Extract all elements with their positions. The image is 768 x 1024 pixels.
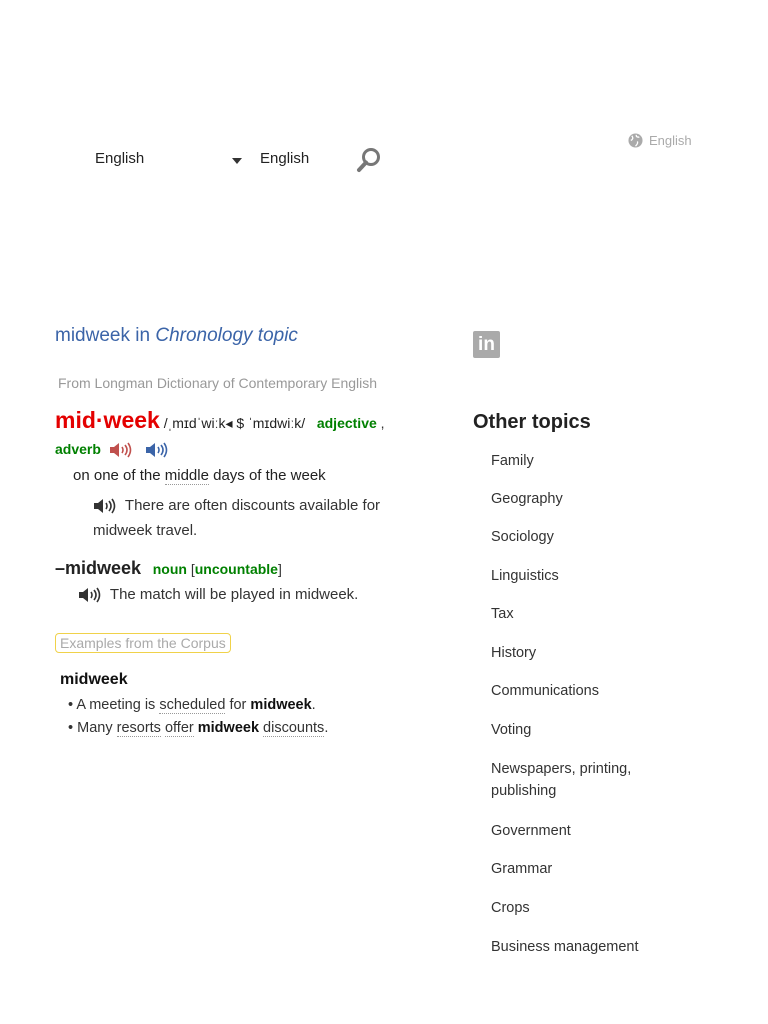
headword: mid·week xyxy=(55,407,160,433)
example-text: There are often discounts available for midweek travel. xyxy=(93,497,381,539)
runon-pos: noun xyxy=(152,561,187,577)
example-link[interactable]: offer xyxy=(164,720,194,736)
headword-line xyxy=(55,407,415,462)
example-part: . xyxy=(311,697,316,713)
gram-open: [ xyxy=(186,561,195,577)
dictionary-source: From Longman Dictionary of Contemporary English xyxy=(58,375,378,391)
runon-example xyxy=(78,586,358,603)
example-part: Many xyxy=(77,720,117,736)
example-keyword: midweek xyxy=(250,697,312,713)
pos-adjective: adjective xyxy=(316,415,377,431)
corpus-headword: midweek xyxy=(60,671,128,688)
linkedin-icon[interactable]: in xyxy=(473,331,500,358)
british-pronunciation-speaker-icon[interactable] xyxy=(109,442,133,458)
topic-link[interactable]: Geography xyxy=(491,491,563,507)
example-link[interactable]: scheduled xyxy=(159,697,226,713)
globe-icon xyxy=(628,133,643,148)
site-language-switch[interactable] xyxy=(628,133,692,148)
example-sentence xyxy=(93,493,403,543)
topic-link[interactable]: Family xyxy=(491,453,534,469)
sense-definition xyxy=(73,467,326,484)
runon-example-text: The match will be played in midweek. xyxy=(109,586,359,603)
example-link[interactable]: resorts xyxy=(116,720,161,736)
runon-word: midweek xyxy=(65,558,142,578)
corpus-examples-button[interactable]: Examples from the Corpus xyxy=(55,633,231,653)
pos-adverb: adverb xyxy=(55,441,101,457)
pronunciation: /ˌmɪdˈwiːk◂ $ ˈmɪdwiːk/ xyxy=(159,415,310,431)
corpus-example xyxy=(68,697,316,713)
runon-grammar: uncountable xyxy=(194,561,278,577)
topic-link[interactable]: Linguistics xyxy=(491,568,559,584)
example-speaker-icon[interactable] xyxy=(93,498,117,514)
topic-link[interactable]: Communications xyxy=(491,683,599,699)
gram-close: ] xyxy=(277,561,282,577)
target-language-select[interactable]: English xyxy=(260,150,310,167)
runon-example-speaker-icon[interactable] xyxy=(78,587,102,603)
runon-entry xyxy=(55,558,282,579)
definition-pre: on one of the xyxy=(73,467,165,484)
corpus-example xyxy=(68,720,328,736)
example-keyword: midweek xyxy=(197,720,260,736)
topic-link[interactable]: Voting xyxy=(491,722,532,738)
bullet: • xyxy=(68,720,78,736)
topic-link[interactable]: Sociology xyxy=(491,529,554,545)
title-in: in xyxy=(129,325,156,346)
topic-link[interactable]: Tax xyxy=(491,606,514,622)
search-icon xyxy=(355,146,383,174)
topic-link[interactable]: Chronology topic xyxy=(155,325,298,346)
definition-link[interactable]: middle xyxy=(164,467,209,484)
entry-topic-title xyxy=(55,325,298,347)
example-part: for xyxy=(225,697,251,713)
topic-link[interactable]: Grammar xyxy=(491,861,553,877)
example-link[interactable]: discounts xyxy=(263,720,325,736)
topic-link[interactable]: Government xyxy=(491,823,571,839)
topic-link[interactable]: Business management xyxy=(491,939,639,955)
definition-post: days of the week xyxy=(208,467,326,484)
runon-dash: – xyxy=(55,558,66,578)
pos-separator: , xyxy=(376,415,385,431)
source-language-select[interactable]: English xyxy=(95,150,145,167)
topic-link[interactable]: Newspapers, printing, publishing xyxy=(491,761,632,799)
title-word: midweek xyxy=(55,325,130,346)
topic-link[interactable]: Crops xyxy=(491,900,530,916)
other-topics-heading: Other topics xyxy=(473,411,591,433)
topic-link[interactable]: History xyxy=(491,645,537,661)
american-pronunciation-speaker-icon[interactable] xyxy=(145,442,169,458)
bullet: • xyxy=(68,697,77,713)
search-button[interactable] xyxy=(355,146,383,174)
site-language-label: English xyxy=(649,133,692,148)
example-part: . xyxy=(324,720,329,736)
example-part: A meeting is xyxy=(76,697,160,713)
caret-down-icon[interactable] xyxy=(232,158,242,164)
